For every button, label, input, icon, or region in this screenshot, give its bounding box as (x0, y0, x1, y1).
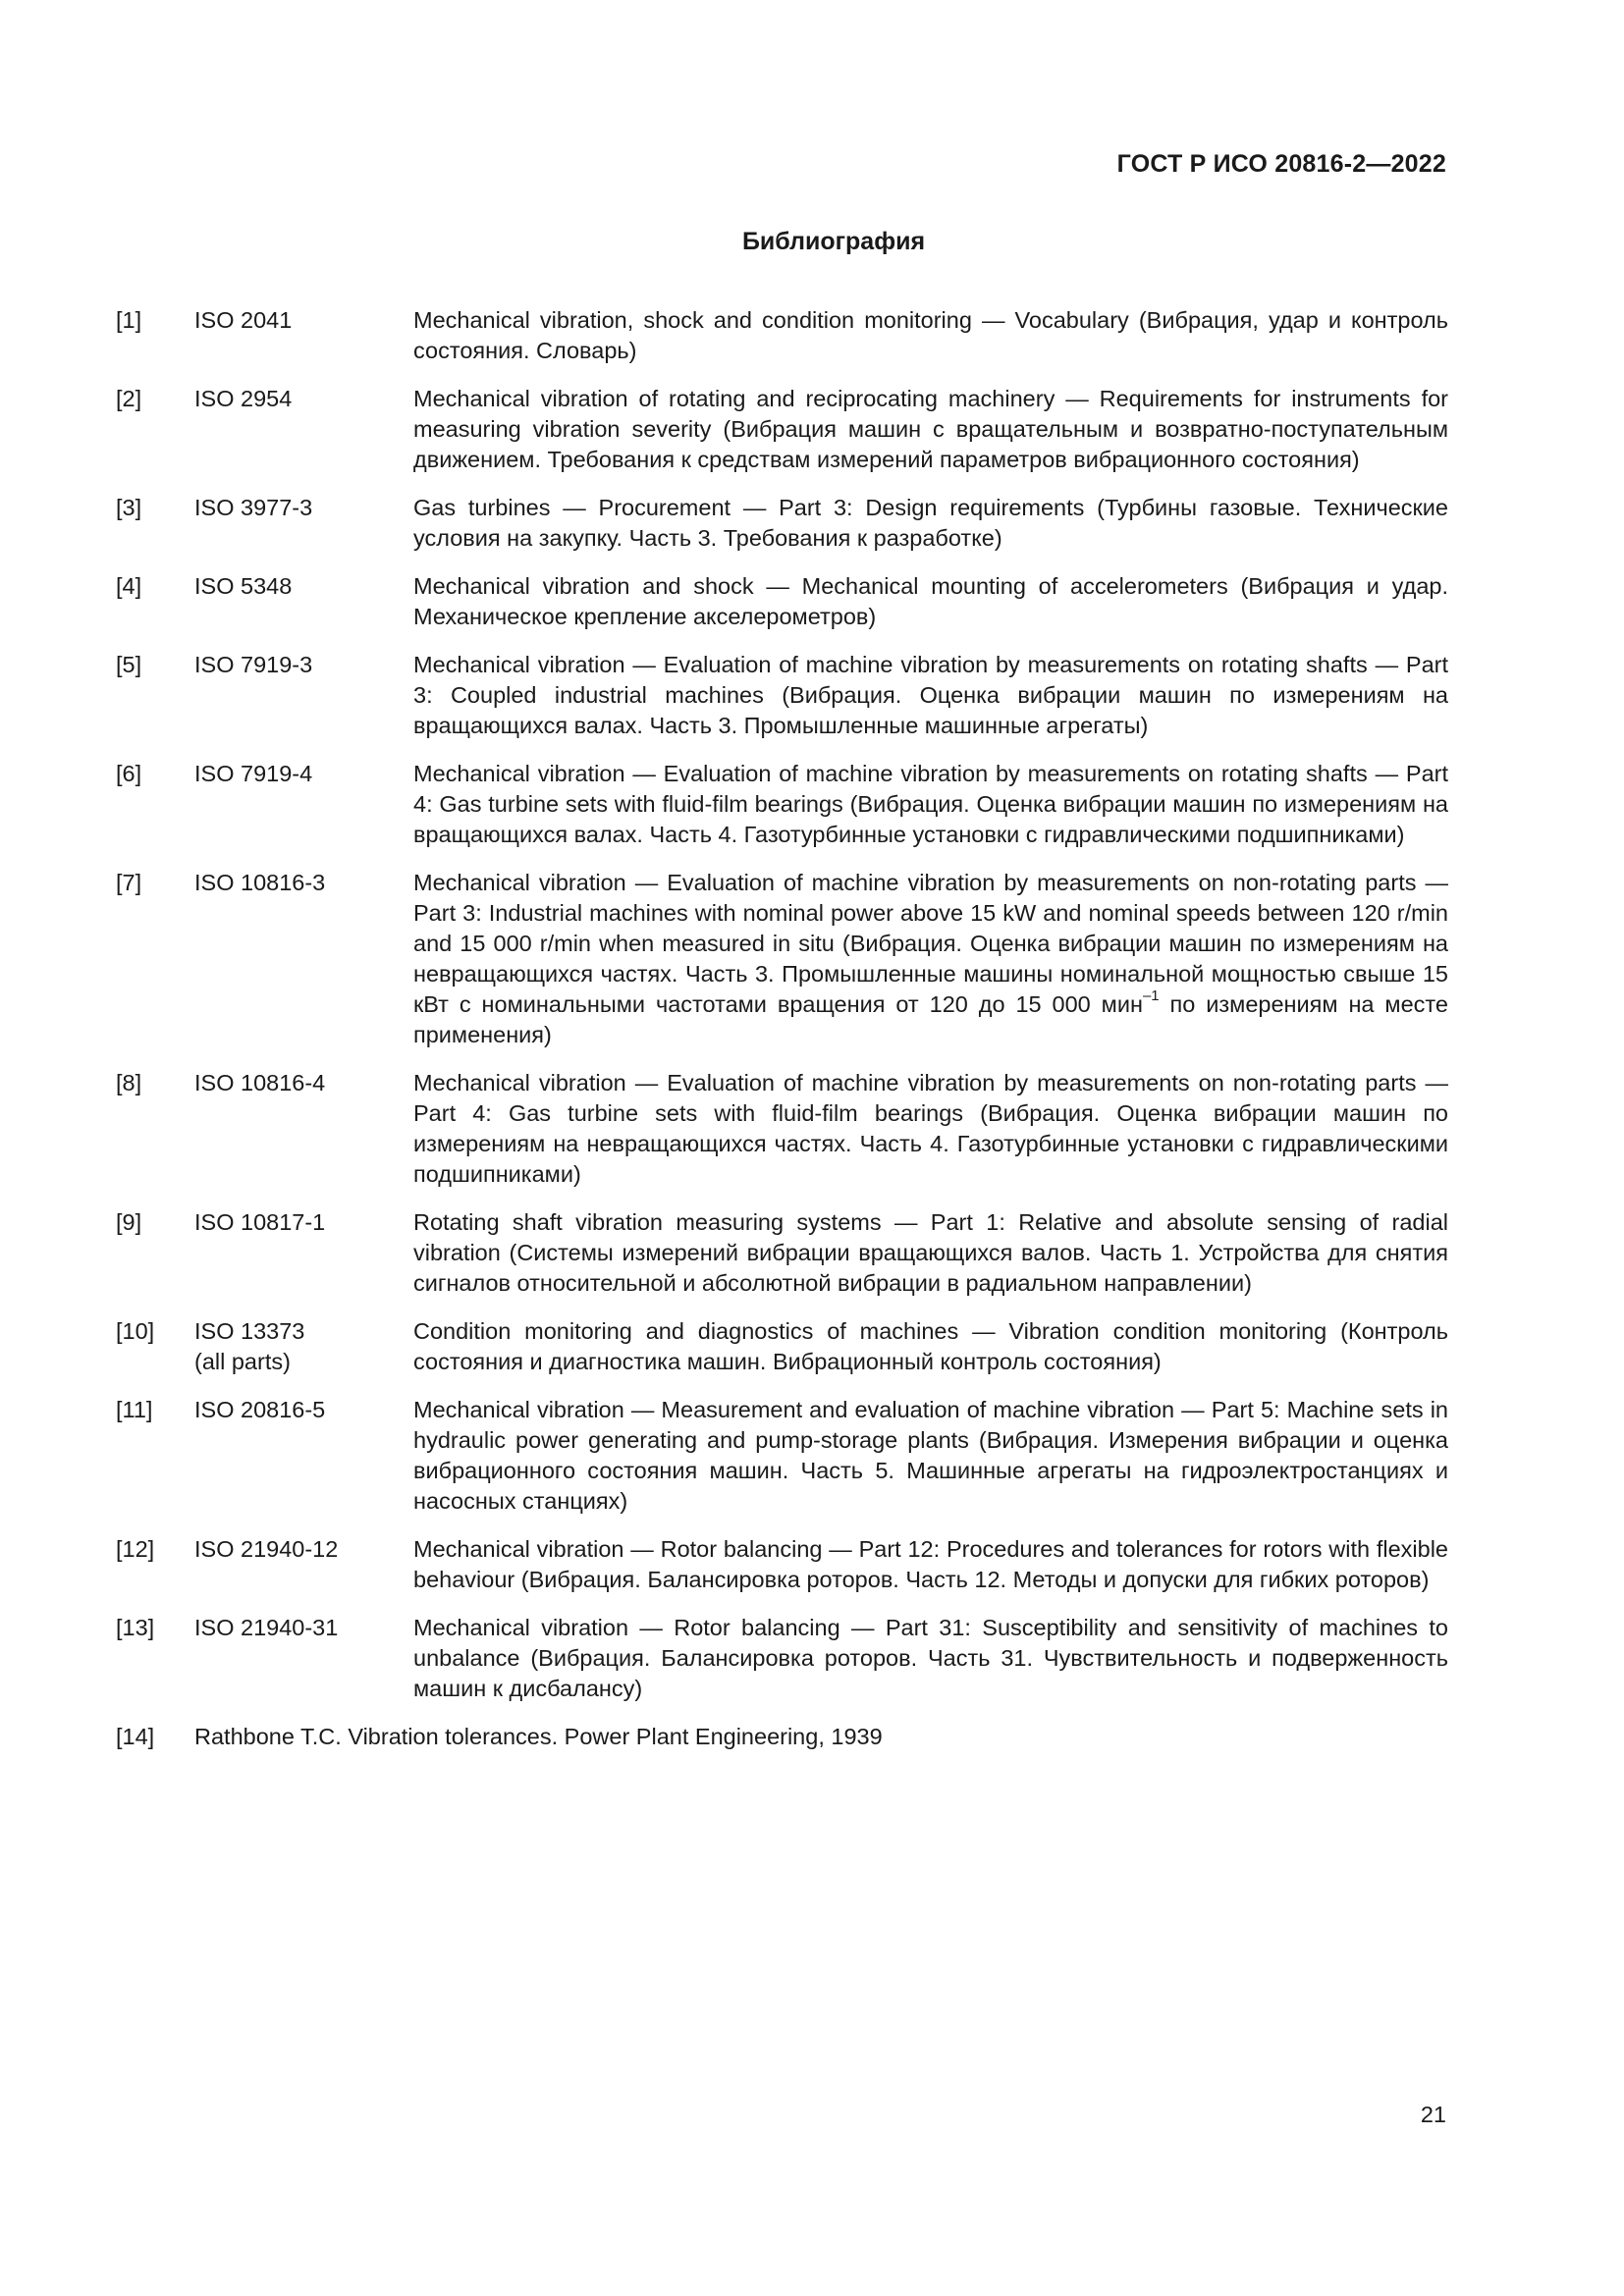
entry-number: [3] (116, 495, 142, 520)
entry-title: Rotating shaft vibration measuring systems — Part 1: Relative and absolute sensing of radial vibration (Системы измерений вибрации вращающихся валов. Часть 1. Устройства для снятия сигналов относительной и абсолютной вибрации в радиальном направлении) (413, 1209, 1448, 1296)
entry-standard-code: ISO 5348 (194, 573, 293, 599)
bibliography-entry-9 (116, 1207, 1448, 1299)
entry-title: Mechanical vibration — Rotor balancing — Part 12: Procedures and tolerances for rotors with flexible behaviour (Вибрация. Балансировка роторов. Часть 12. Методы и допуски для гибких роторов) (413, 1536, 1448, 1592)
entry-number: [7] (116, 870, 142, 895)
entry-title: Mechanical vibration — Measurement and evaluation of machine vibration — Part 5: Machine sets in hydraulic power generating and pump-storage plants (Вибрация. Измерения вибрации и оценка вибрационного состояния машин. Часть 5. Машинные агрегаты на гидроэлектростанциях и насосных станциях) (413, 1397, 1448, 1514)
entry-standard-code (194, 1316, 413, 1377)
bibliography-entry-7 (116, 868, 1448, 1050)
bibliography-entry-2 (116, 384, 1448, 475)
entry-code-line2: (all parts) (194, 1349, 291, 1374)
bibliography-entry-12 (116, 1534, 1448, 1595)
entry-number: [10] (116, 1318, 155, 1344)
entry-number: [5] (116, 652, 142, 677)
entry-title: Rathbone T.C. Vibration tolerances. Power Plant Engineering, 1939 (194, 1724, 883, 1749)
entry-number: [8] (116, 1070, 142, 1095)
entry-standard-code: ISO 7919-3 (194, 652, 313, 677)
entry-title: Mechanical vibration — Evaluation of machine vibration by measurements on rotating shafts — Part 3: Coupled industrial machines (Вибрация. Оценка вибрации машин по измерениям на вращающихся валах. Часть 3. Промышленные машинные агрегаты) (413, 652, 1448, 738)
bibliography-entry-8 (116, 1068, 1448, 1190)
entry-number: [4] (116, 573, 142, 599)
bibliography-entry-14 (116, 1722, 1448, 1752)
section-title: Библиография (741, 228, 926, 255)
entry-standard-code: ISO 7919-4 (194, 761, 313, 786)
entry-number: [6] (116, 761, 142, 786)
entry-standard-code: ISO 2954 (194, 386, 293, 411)
bibliography-entry-11 (116, 1395, 1448, 1517)
entry-title-main: Mechanical vibration — Evaluation of machine vibration by measurements on non-rotating parts — Part 3: Industrial machines with nominal power above 15 kW and nominal speeds between 120 r/min and 15 000 r/min when measured in situ (Вибрация. Оценка вибрации машин по измерениям на невращающихся частях. Часть 3. Промышленные машины номинальной мощностью свыше 15 кВт с номинальными частотами вращения от 120 до 15 000 мин (413, 870, 1448, 1017)
page-number: 21 (1420, 2102, 1446, 2127)
entry-standard-code: ISO 10816-3 (194, 870, 326, 895)
entry-title-tail: по измерениям на месте применения) (413, 991, 1448, 1047)
entry-number: [1] (116, 307, 142, 333)
bibliography-entry-3 (116, 493, 1448, 554)
entry-number: [14] (116, 1724, 155, 1749)
entry-number: [9] (116, 1209, 142, 1235)
entry-standard-code: ISO 10817-1 (194, 1209, 326, 1235)
bibliography-entry-1 (116, 305, 1448, 366)
entry-title: Mechanical vibration and shock — Mechanical mounting of accelerometers (Вибрация и удар. Механическое крепление акселерометров) (413, 573, 1448, 629)
entry-standard-code: ISO 10816-4 (194, 1070, 326, 1095)
bibliography-entry-6 (116, 759, 1448, 850)
entry-standard-code: ISO 2041 (194, 307, 293, 333)
entry-number: [12] (116, 1536, 155, 1562)
entry-standard-code: ISO 21940-12 (194, 1536, 339, 1562)
entry-title: Condition monitoring and diagnostics of machines — Vibration condition monitoring (Контроль состояния и диагностика машин. Вибрационный контроль состояния) (413, 1318, 1448, 1374)
entry-title: Gas turbines — Procurement — Part 3: Design requirements (Турбины газовые. Технические условия на закупку. Часть 3. Требования к разработке) (413, 495, 1448, 551)
bibliography-entry-13 (116, 1613, 1448, 1704)
entry-title: Mechanical vibration of rotating and reciprocating machinery — Requirements for instruments for measuring vibration severity (Вибрация машин с вращательным и возвратно-поступательным движением. Требования к средствам измерений параметров вибрационного состояния) (413, 386, 1448, 472)
bibliography-entry-5 (116, 650, 1448, 741)
entry-code-line1: ISO 13373 (194, 1318, 305, 1344)
entry-title: Mechanical vibration — Evaluation of machine vibration by measurements on rotating shafts — Part 4: Gas turbine sets with fluid-film bearings (Вибрация. Оценка вибрации машин по измерениям на вращающихся валах. Часть 4. Газотурбинные установки с гидравлическими подшипниками) (413, 761, 1448, 847)
entry-standard-code: ISO 3977-3 (194, 495, 313, 520)
superscript-exponent: –1 (1142, 988, 1160, 1005)
entry-title (413, 868, 1448, 1050)
entry-title: Mechanical vibration, shock and condition monitoring — Vocabulary (Вибрация, удар и контроль состояния. Словарь) (413, 307, 1448, 363)
document-id-header: ГОСТ Р ИСО 20816-2—2022 (1116, 150, 1446, 178)
bibliography-entry-10 (116, 1316, 1448, 1377)
entry-standard-code: ISO 20816-5 (194, 1397, 326, 1422)
entry-standard-code: ISO 21940-31 (194, 1615, 339, 1640)
entry-title: Mechanical vibration — Evaluation of machine vibration by measurements on non-rotating parts — Part 4: Gas turbine sets with fluid-film bearings (Вибрация. Оценка вибрации машин по измерениям на невращающихся частях. Часть 4. Газотурбинные установки с гидравлическими подшипниками) (413, 1070, 1448, 1187)
entry-number: [13] (116, 1615, 155, 1640)
bibliography-list (116, 305, 1448, 1770)
entry-number: [11] (116, 1397, 153, 1422)
bibliography-entry-4 (116, 571, 1448, 632)
entry-title: Mechanical vibration — Rotor balancing — Part 31: Susceptibility and sensitivity of machines to unbalance (Вибрация. Балансировка роторов. Часть 31. Чувствительность и подверженность машин к дисбалансу) (413, 1615, 1448, 1701)
entry-number: [2] (116, 386, 142, 411)
